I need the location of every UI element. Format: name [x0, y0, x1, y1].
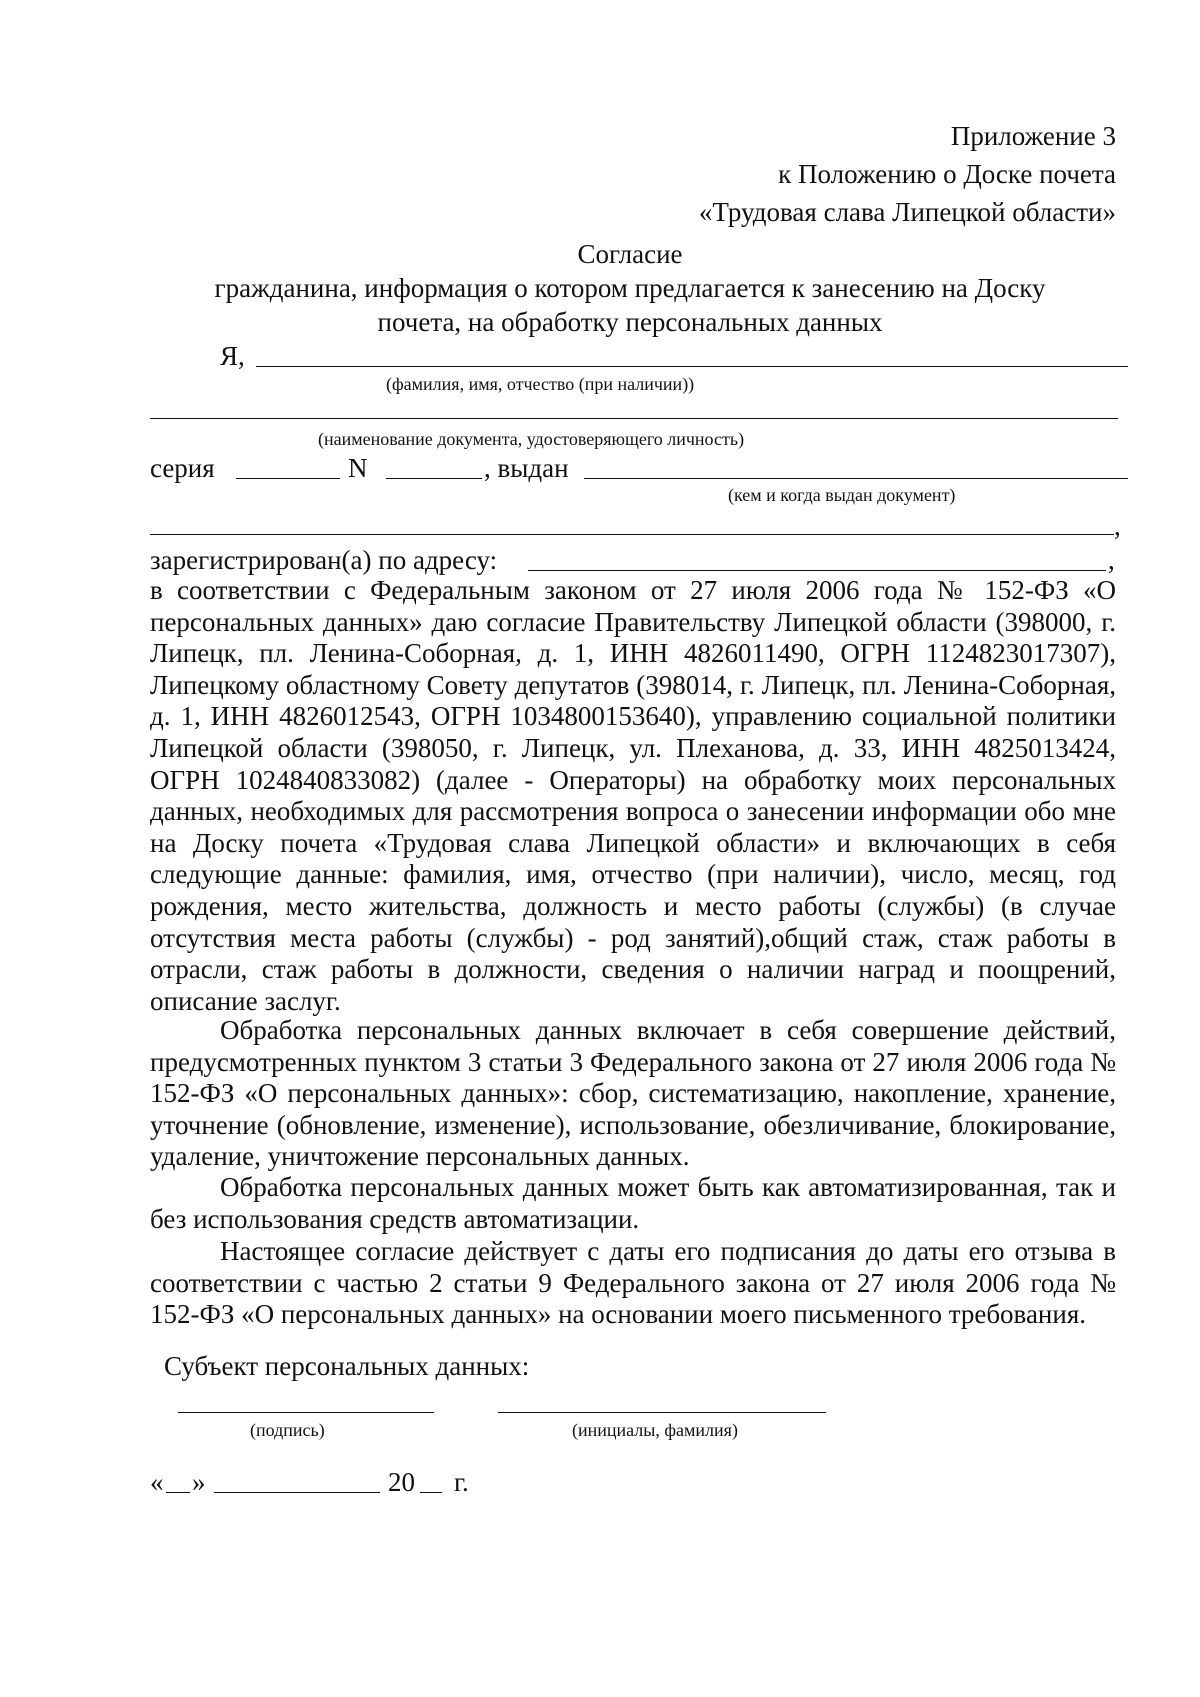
series-label: серия [150, 453, 215, 483]
processing-actions-paragraph: Обработка персональных данных включает в себя совершение действий, предусмотренных пунктом 3 статьи 3 Федерального закона от 27 июля 2006 года № 152-ФЗ «О персональных данных»: сбор, систематизацию, накопление, хранение, уточнение (обновление, изменение), использование, обезличивание, блокирование, удаление, уничтожение персональных данных. [150, 1015, 1116, 1172]
signature-caption: (подпись) [250, 1420, 325, 1440]
year-suffix: г. [454, 1467, 469, 1497]
day-input-line[interactable] [166, 1492, 190, 1493]
signature-input-line[interactable] [178, 1412, 434, 1413]
fio-caption: (фамилия, имя, отчество (при наличии)) [386, 374, 695, 394]
issued-label: , выдан [484, 453, 569, 483]
address-input-line[interactable] [528, 570, 1106, 571]
date-close-quote: » [192, 1467, 206, 1497]
registered-address-label: зарегистрирован(а) по адресу: [150, 545, 498, 575]
document-subtitle-line1: гражданина, информация о котором предлагается к занесению на Доску [214, 273, 1046, 303]
issued-by-continuation-line[interactable] [150, 534, 1114, 535]
year-prefix: 20 [388, 1467, 415, 1497]
validity-paragraph: Настоящее согласие действует с даты его подписания до даты его отзыва в соответствии с частью 2 статьи 9 Федерального закона от 27 июля 2006 года № 152-ФЗ «О персональных данных» на основании моего письменного требования. [150, 1236, 1116, 1330]
appendix-board-name: «Трудовая слава Липецкой области» [698, 197, 1116, 227]
issued-by-caption: (кем и когда выдан документ) [728, 485, 956, 505]
id-document-caption: (наименование документа, удостоверяющего личность) [318, 429, 745, 449]
initials-caption: (инициалы, фамилия) [572, 1420, 738, 1440]
consent-paragraph-main: в соответствии с Федеральным законом от 27 июля 2006 года № 152-ФЗ «О персональных данных» даю согласие Правительству Липецкой области (398000, г. Липецк, пл. Ленина-Соборная, д. 1, ИНН 4826011490, ОГРН 1124823017307), Липецкому областному Совету депутатов (398014, г. Липецк, пл. Ленина-Соборная, д. 1, ИНН 4826012543, ОГРН 1034800153640), управлению социальной политики Липецкой области (398050, г. Липецк, ул. Плеханова, д. 33, ИНН 4825013424, ОГРН 1024840833082) (далее - Операторы) на обработку моих персональных данных, необходимых для рассмотрения вопроса о занесении информации обо мне на Доску почета «Трудовая слава Липецкой области» и включающих в себя следующие данные: фамилия, имя, отчество (при наличии), число, месяц, год рождения, место жительства, должность и место работы (службы) (в случае отсутствия места работы (службы) - род занятий),общий стаж, стаж работы в отрасли, стаж работы в должности, сведения о наличии наград и поощрений, описание заслуг. [150, 575, 1116, 1016]
appendix-regulation: к Положению о Доске почета [778, 159, 1116, 189]
date-open-quote: « [150, 1467, 164, 1497]
address-comma: , [1108, 545, 1115, 575]
document-title: Согласие [577, 239, 683, 269]
continuation-comma: , [1114, 511, 1121, 541]
fio-input-line[interactable] [256, 366, 1128, 367]
month-input-line[interactable] [214, 1492, 380, 1493]
appendix-number: Приложение 3 [950, 121, 1116, 151]
i-label: Я, [220, 341, 245, 371]
series-input-line[interactable] [236, 478, 340, 479]
number-label: N [348, 453, 368, 483]
initials-input-line[interactable] [498, 1412, 826, 1413]
document-subtitle-line2: почета, на обработку персональных данных [377, 307, 883, 337]
issued-by-input-line[interactable] [584, 478, 1128, 479]
processing-mode-paragraph: Обработка персональных данных может быть как автоматизированная, так и без использования средств автоматизации. [150, 1172, 1116, 1234]
subject-label: Субъект персональных данных: [164, 1351, 530, 1381]
id-document-input-line[interactable] [150, 418, 1118, 419]
year-input-line[interactable] [420, 1492, 442, 1493]
number-input-line[interactable] [386, 478, 482, 479]
